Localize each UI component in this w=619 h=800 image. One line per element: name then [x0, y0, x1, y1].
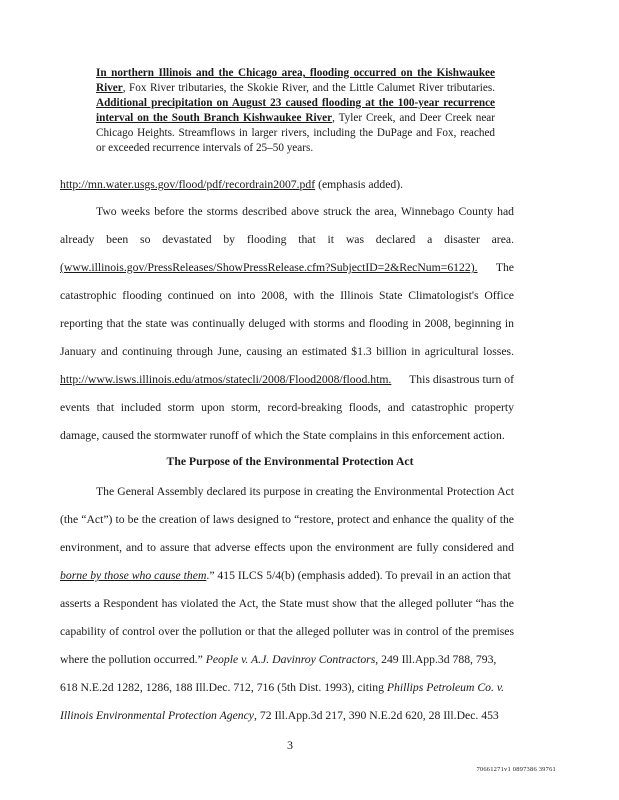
para1-line3-tail: The — [495, 261, 514, 274]
document-id: 70661271v1 0897386 39761 — [476, 766, 556, 773]
case-name-davinroy: People v. A.J. Davinroy Contractors — [205, 653, 376, 666]
para2-line6: capability of control over the pollution or that the alleged polluter was in control of the premises — [60, 625, 514, 638]
para1-line1: Two weeks before the storms described above struck the area, Winnebago County had — [96, 205, 514, 218]
case-name-iepa: Illinois Environmental Protection Agency — [60, 709, 254, 722]
para1-line7-tail: This disastrous turn of — [409, 373, 514, 386]
para2-line9-b: , 72 Ill.App.3d 217, 390 N.E.2d 620, 28 Ill.Dec. 453 — [254, 709, 499, 722]
quote-emphasis-1: In northern Illinois and the Chicago area, flooding occurred on the Kishwaukee River — [96, 67, 495, 94]
para2-line5: asserts a Respondent has violated the Act, the State must show that the alleged polluter “has the — [60, 597, 514, 610]
para2-line7-b: , 249 Ill.App.3d 788, 793, — [375, 653, 497, 666]
isws-link[interactable]: http://www.isws.illinois.edu/atmos/statecli/2008/Flood2008/flood.htm. — [60, 373, 392, 386]
para2-line7-a: where the pollution occurred.” — [60, 653, 206, 666]
source-suffix: (emphasis added). — [315, 178, 404, 191]
quote-emphasis-2: Additional precipitation on August 23 caused flooding at the 100-year recurrence interval on the South Branch Kishwaukee River — [96, 96, 495, 124]
para1-line7 — [60, 373, 514, 386]
para2-line4-tail: .” 415 ILCS 5/4(b) (emphasis added). To prevail in an action that — [206, 569, 511, 582]
case-name-phillips: Phillips Petroleum Co. v. — [386, 681, 505, 694]
quote-text-2: , Tyler Creek, and Deer Creek near Chicago Heights. Streamflows in larger rivers, including the DuPage and Fox, reached or exceeded recurrence intervals of 25–50 years. — [96, 111, 496, 154]
para2-line3: environment, and to assure that adverse effects upon the environment are fully considered and — [60, 541, 514, 554]
block-quote — [96, 66, 495, 155]
quote-text-1: , Fox River tributaries, the Skokie River, and the Little Calumet River tributaries. — [122, 81, 495, 94]
source-link[interactable]: http://mn.water.usgs.gov/flood/pdf/recordrain2007.pdf — [60, 178, 316, 191]
para1-line4: catastrophic flooding continued on into 2008, with the Illinois State Climatologist's Office — [60, 289, 514, 302]
para2-line9 — [60, 709, 514, 722]
para2-line8 — [60, 681, 514, 694]
para2-line4 — [60, 569, 514, 582]
para1-line3 — [60, 261, 514, 274]
source-citation — [60, 178, 514, 191]
page-number: 3 — [287, 738, 293, 752]
emphasis-phrase: borne by those who cause them — [60, 569, 207, 582]
para2-line7 — [60, 653, 514, 666]
para1-line5: reporting that the state was continually deluged with storms and flooding in 2008, beginning in — [60, 317, 514, 330]
para1-line8: events that included storm upon storm, record-breaking floods, and catastrophic property — [60, 401, 514, 414]
para2-line2: (the “Act”) to be the creation of laws designed to “restore, protect and enhance the quality of the — [60, 513, 514, 526]
press-release-link[interactable]: (www.illinois.gov/PressReleases/ShowPressRelease.cfm?SubjectID=2&RecNum=6122). — [60, 261, 478, 274]
para1-line9: damage, caused the stormwater runoff of which the State complains in this enforcement action. — [60, 429, 505, 442]
para1-line6: January and continuing through June, causing an estimated $1.3 billion in agricultural losses. — [60, 345, 514, 358]
para2-line8-a: 618 N.E.2d 1282, 1286, 188 Ill.Dec. 712, 716 (5th Dist. 1993), citing — [60, 681, 387, 694]
para2-line1: The General Assembly declared its purpose in creating the Environmental Protection Act — [96, 485, 514, 498]
section-heading: The Purpose of the Environmental Protection Act — [166, 455, 414, 468]
para1-line2: already been so devastated by flooding that it was declared a disaster area. — [60, 233, 514, 246]
